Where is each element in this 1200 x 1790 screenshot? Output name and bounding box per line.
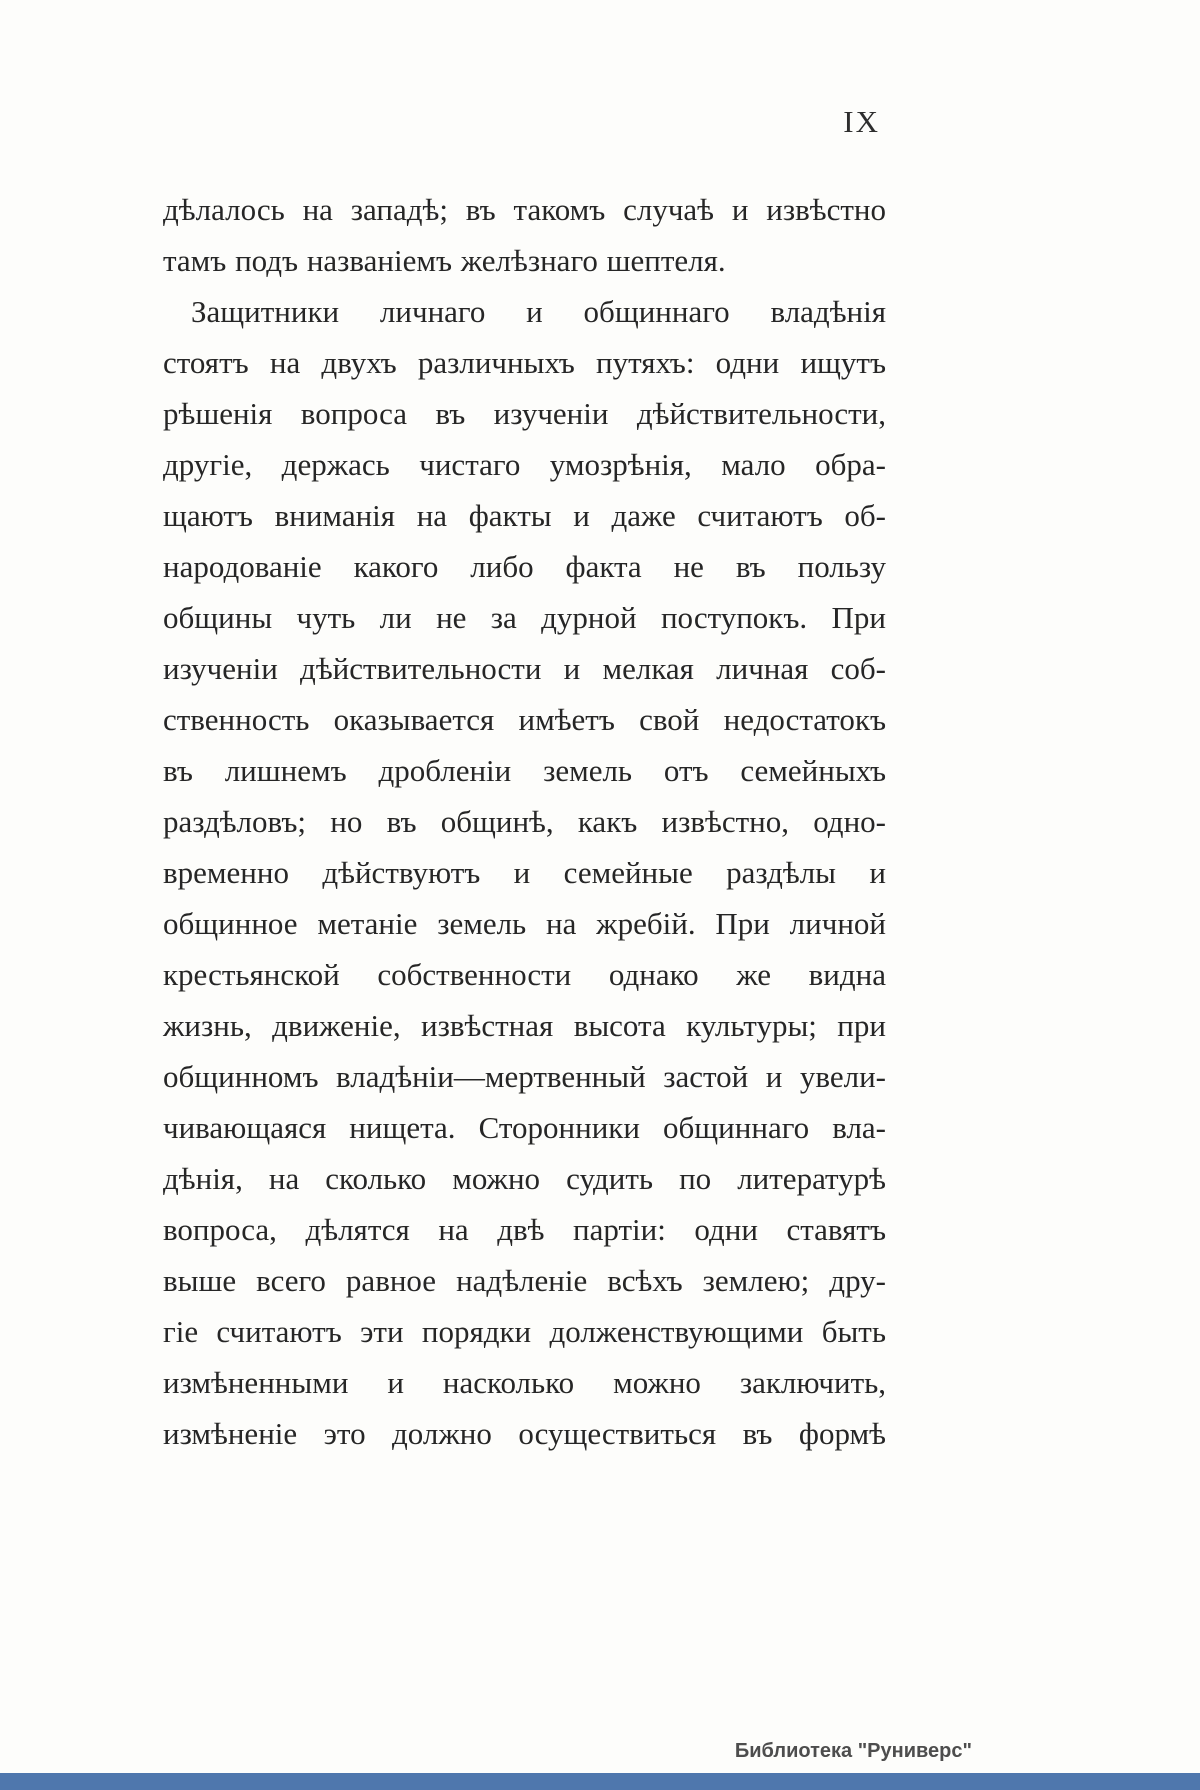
text-line: общинномъ владѣніи—мертвенный застой и увели-	[163, 1059, 886, 1094]
text-line: дѣлалось на западѣ; въ такомъ случаѣ и извѣстно	[163, 192, 886, 227]
text-line: чивающаяся нищета. Сторонники общиннаго вла-	[163, 1110, 886, 1145]
page-content	[163, 104, 886, 1459]
text-line: жизнь, движеніе, извѣстная высота культуры; при	[163, 1008, 886, 1043]
text-line: гіе считаютъ эти порядки долженствующими быть	[163, 1314, 886, 1349]
page-number: IX	[843, 104, 880, 139]
text-line: стоятъ на двухъ различныхъ путяхъ: одни ищутъ	[163, 345, 886, 380]
text-line: другіе, держась чистаго умозрѣнія, мало обра-	[163, 447, 886, 482]
text-line: измѣненными и насколько можно заключить,	[163, 1365, 886, 1400]
text-line: изученіи дѣйствительности и мелкая личная соб-	[163, 651, 886, 686]
text-line: вопроса, дѣлятся на двѣ партіи: одни ставятъ	[163, 1212, 886, 1247]
watermark-text: Библиотека "Руниверс"	[734, 1740, 972, 1762]
text-line: временно дѣйствуютъ и семейные раздѣлы и	[163, 855, 886, 890]
text-line: въ лишнемъ дробленіи земель отъ семейныхъ	[163, 753, 886, 788]
text-line: общинное метаніе земель на жребій. При личной	[163, 906, 886, 941]
text-line: ственность оказывается имѣетъ свой недостатокъ	[163, 702, 886, 737]
text-line: народованіе какого либо факта не въ пользу	[163, 549, 886, 584]
text-line: щаютъ вниманія на факты и даже считаютъ об-	[163, 498, 886, 533]
text-line: Защитники личнаго и общиннаго владѣнія	[191, 294, 886, 329]
text-line: раздѣловъ; но въ общинѣ, какъ извѣстно, одно-	[163, 804, 886, 839]
footer-bar	[0, 1773, 1200, 1790]
text-block	[163, 184, 886, 1459]
text-line: общины чуть ли не за дурной поступокъ. При	[163, 600, 886, 635]
text-line: крестьянской собственности однако же видна	[163, 957, 886, 992]
text-line: измѣненіе это должно осуществиться въ формѣ	[163, 1416, 886, 1451]
text-line: тамъ подъ названіемъ желѣзнаго шептеля.	[163, 243, 726, 278]
text-line: рѣшенія вопроса въ изученіи дѣйствительности,	[163, 396, 886, 431]
text-line: дѣнія, на сколько можно судить по литературѣ	[163, 1161, 886, 1196]
text-line: выше всего равное надѣленіе всѣхъ землею; дру-	[163, 1263, 886, 1298]
